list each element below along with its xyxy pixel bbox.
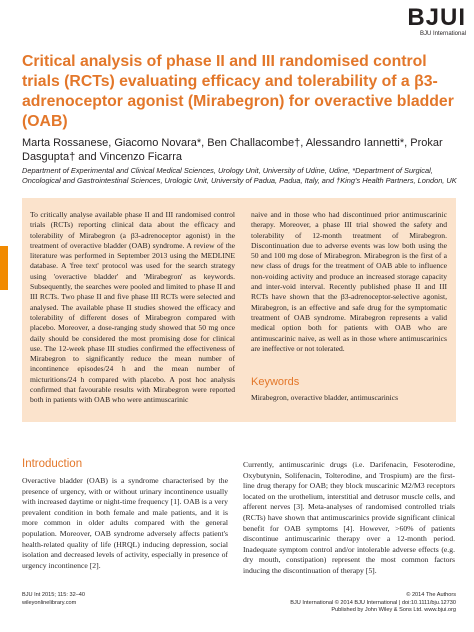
author-list: Marta Rossanese, Giacomo Novara*, Ben Challacombe†, Alessandro Iannetti*, Prokar Dasgupta† and Vincenzo Ficarra	[22, 137, 443, 163]
introduction-left-column: Overactive bladder (OAB) is a syndrome characterised by the presence of urgency, with or without urinary incontinence usually with increased daytime or night-time frequency [1]. OAB is a very prevalent condition in both female and male patients, and it is more common in older adults compared with the general population. Moreover, OAB syndrome adversely affects patient's health-related quality of life (HRQL) inducing depression, social isolation and decreased levels of activity, especially in presence of urgency incontinence [2].	[22, 476, 228, 570]
footer-copyright: © 2014 The Authors	[406, 592, 456, 598]
abstract-right-column: naive and in those who had discontinued prior antimuscarinic therapy. Moreover, a phase III trial showed the safety and tolerability of 12-month treatment of Mirabegron. Discontinuation due to adverse events was low both using the 50 and 100 mg dose of Mirabegron. Mirabegron is the first of a new class of drugs for the treatment of OAB able to influence non-voiding activity and produce an increased storage capacity and inter-void interval. Recently published phase II and III RCTs have shown that the β3-adrenoceptor-selective agonist, Mirabegron, is an effective and safe drug for the symptomatic treatment of OAB syndrome. Mirabegron represents a valid medical option both for patients with OAB who are antimuscarinic naive, as well as in those where antimuscarinics are ineffective or not tolerated.	[251, 210, 447, 353]
logo-subtitle: BJU International	[419, 31, 466, 37]
affiliations: Department of Experimental and Clinical Medical Sciences, Urology Unit, University of Udine, Udine, *Department of Surgical, Oncological and Gastrointestinal Sciences, Urologic Unit, University of Padua, Padua, Italy, and †King's Health Partners, London, UK	[22, 166, 457, 185]
abstract-left-column: To critically analyse available phase II and III randomised control trials (RCTs) reporting clinical data about the efficacy and tolerability of Mirabegron (a β3-adrenoceptor agonist) in the treatment of overactive bladder (OAB) syndrome. A review of the literature was performed in September 2013 using the MEDLINE database. A 'free text' protocol was used for the search strategy using 'overactive bladder' and 'Mirabegron' as keywords. Subsequently, the searches were pooled and limited to phase II and III RCTs. Two phase II and five phase III RCTs were selected and analysed. The available phase II studies showed the efficacy and tolerability of different doses of Mirabegron compared with placebo. Moreover, a dose-ranging study showed that 50 mg once daily should be considered the most promising dose for clinical use. The 12-week phase III studies confirmed the effectiveness of Mirabegron to significantly reduce the mean number of incontinence episodes/24 h and the mean number of micturitions/24 h compared with placebo. A post hoc analysis confirmed that favourable results with Mirabegron were reported both in patients with OAB who were antimuscarinic	[30, 210, 235, 405]
section-tab-marker	[0, 246, 8, 290]
footer-website: wileyonlinelibrary.com	[22, 599, 77, 606]
logo-mark: BJUI	[407, 4, 466, 31]
footer-left	[22, 592, 85, 607]
introduction-right-column: Currently, antimuscarinic drugs (i.e. Darifenacin, Fesoterodine, Oxybutynin, Solifenacin, Tolterodine, and Trospium) are the first-line drug therapy for OAB; they block muscarinic M2/M3 receptors located on the urothelium, interstitial and detrusor muscle cells, and afferent nerves [3]. Meta-analyses of randomised controlled trials (RCTs) have shown that antimuscarinics provide significant clinical benefit for OAB symptoms [4]. However, >60% of patients discontinue antimuscarinic therapy over a 12-month period. Inadequate symptom control and/or intolerable adverse effects (e.g. dry mouth, constipation) represent the most common factors inducing the discontinuation of therapy [5].	[243, 460, 455, 575]
keywords-text: Mirabegron, overactive bladder, antimuscarinics	[251, 393, 399, 402]
abstract-box	[22, 198, 456, 422]
footer-publisher: Published by John Wiley & Sons Ltd. www.bjui.org	[331, 607, 456, 613]
article-title: Critical analysis of phase II and III randomised control trials (RCTs) evaluating efficacy and tolerability of a β3-adrenoceptor agonist (Mirabegron) for overactive bladder (OAB)	[22, 53, 454, 130]
footer-journal-line: BJU International © 2014 BJU International | doi:10.1111/bju.12730	[290, 599, 456, 606]
introduction-heading: Introduction	[22, 458, 83, 470]
footer-citation: BJU Int 2015; 115: 32–40	[22, 592, 86, 598]
journal-logo	[407, 6, 466, 38]
footer-right	[290, 592, 456, 615]
keywords-heading: Keywords	[251, 376, 300, 388]
